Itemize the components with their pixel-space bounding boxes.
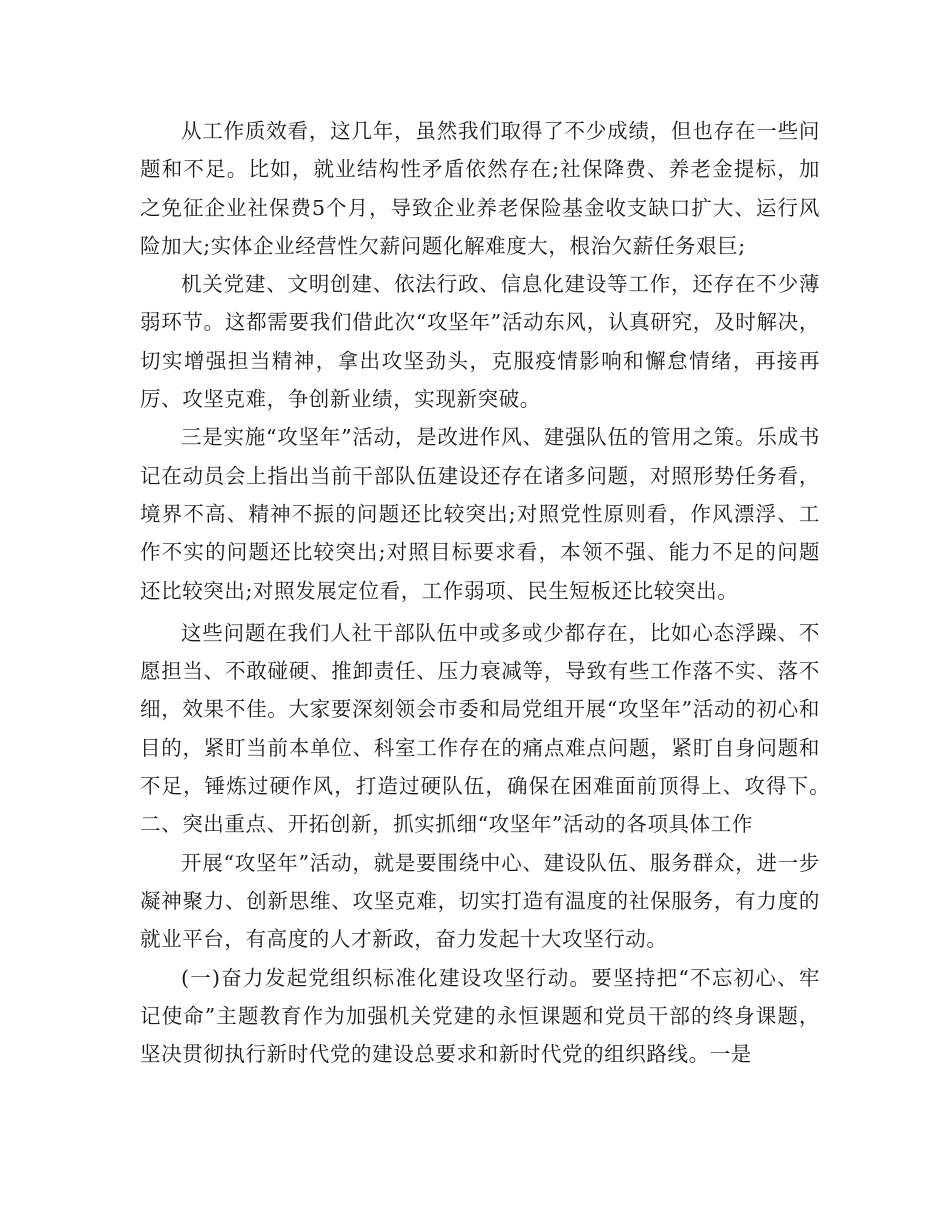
paragraph-2: 机关党建、文明创建、依法行政、信息化建设等工作，还存在不少薄弱环节。这都需要我们借此次“攻坚年”活动东风，认真研究，及时解决，切实增强担当精神，拿出攻坚劲头，克服疫情影响和懈怠情绪，再接再厉、攻坚克难，争创新业绩，实现新突破。 (140, 272, 820, 412)
paragraph-3: 三是实施“攻坚年”活动，是改进作风、建强队伍的管用之策。乐成书记在动员会上指出当前干部队伍建设还存在诸多问题，对照形势任务看，境界不高、精神不振的问题还比较突出;对照党性原则看，作风漂浮、工作不实的问题还比较突出;对照目标要求看，本领不强、能力不足的问题还比较突出;对照发展定位看，工作弱项、民生短板还比较突出。 (140, 425, 820, 603)
paragraph-4: 这些问题在我们人社干部队伍中或多或少都存在，比如心态浮躁、不愿担当、不敢碰硬、推卸责任、压力衰减等，导致有些工作落不实、落不细，效果不佳。大家要深刻领会市委和局党组开展“攻坚年”活动的初心和目的，紧盯当前本单位、科室工作存在的痛点难点问题，紧盯自身问题和不足，锤炼过硬作风，打造过硬队伍，确保在困难面前顶得上、攻得下。 二、突出重点、开拓创新，抓实抓细“攻坚年”活动的各项具体工作 (140, 620, 863, 837)
document-body (140, 112, 863, 1073)
paragraph-5: 开展“攻坚年”活动，就是要围绕中心、建设队伍、服务群众，进一步凝神聚力、创新思维、攻坚克难，切实打造有温度的社保服务，有力度的就业平台，有高度的人才新政，奋力发起十大攻坚行动。 (140, 850, 820, 952)
paragraph-1: 从工作质效看，这几年，虽然我们取得了不少成绩，但也存在一些问题和不足。比如，就业结构性矛盾依然存在;社保降费、养老金提标，加之免征企业社保费5个月，导致企业养老保险基金收支缺口扩大、运行风险加大;实体企业经营性欠薪问题化解难度大，根治欠薪任务艰巨; (140, 119, 820, 258)
paragraph-6: (一)奋力发起党组织标准化建设攻坚行动。要坚持把“不忘初心、牢记使命”主题教育作为加强机关党建的永恒课题和党员干部的终身课题，坚决贯彻执行新时代党的建设总要求和新时代党的组织路线。一是 (140, 965, 820, 1067)
